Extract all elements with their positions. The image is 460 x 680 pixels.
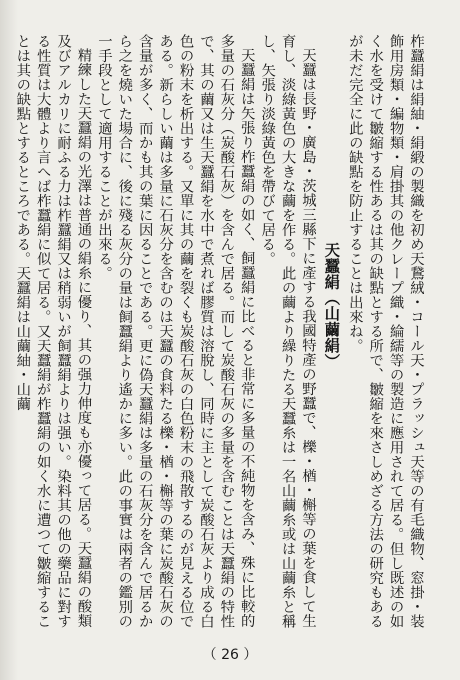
intro-paragraph: 柞蠶絹は絹紬・絹緞の製織を初め天鵞絨・コール天・プラッシュ天等の有毛織物、窓掛・装飾用房類・編物類・肩掛其の他クレープ織・綸繻等の製造に應用されて居る。但し既述の如く水を受けて皺縮する性あるは其の缺點とする所で、皺縮を來さしめざる方法の研究もあるが未だ完全に此の缺點を防止することは出來ね。 <box>346 34 424 629</box>
body-paragraph-3: 精練した天蠶絹の光澤は普通の絹糸に優り、其の强力伸度も亦優って居る。天蠶絹の酸類及びアルカリに耐ふる力は柞蠶絹又は稍弱いが飼蠶絹よりは强い。染料其の他の藥品に對する性質は大體より言へば柞蠶絹に似て居る。又天蠶絹が柞蠶絹の如く水に遭つて皺縮することは其の缺點とするところである。天蠶絹は山繭紬・山繭 <box>14 34 92 629</box>
section-heading: 天蠶絹（山繭絹） <box>322 242 341 370</box>
body-paragraph-2: 天蠶絹は矢張り柞蠶絹の如く、飼蠶絹に比べると非常に多量の不純物を含み、殊に比較的多量の石灰分（炭酸石灰）を含んで居る。而して炭酸石灰の多量を含むことは天蠶絹の特性で、其の繭又は生天蠶絹を水中で煮れば膠質は溶脫し、同時に主として炭酸石灰より成る白色の粉末を析出する。又單に其の繭を裂くも炭酸石灰の白色粉末の飛散するのが見える位である。新らしい繭は多量に石灰分を含むのは天蠶の食料たる櫟・楢・槲等の葉に炭酸石灰の含量が多く、而かも其の葉に因ることである。更に偽天蠶絹は多量の石灰分を含んで居るから之を燒いた場合に、後に殘る灰分の量は飼蠶絹より遙かに多い。此の事實は兩者の鑑別の一手段として適用することが出來る。 <box>95 34 255 629</box>
body-paragraph-1: 天蠶は長野・廣島・茨城三縣下に產する我國特產の野蠶で、櫟・楢・槲等の葉を食して生育し、淡綠黃色の大きな繭を作る。此の繭より繰りたる天蠶糸は一名山繭糸或は山繭糸と稱し、矢張り淡綠黃色を帶びて居る。 <box>259 34 316 629</box>
vertical-text-body <box>14 34 426 634</box>
page-number: （ 26 ） <box>202 647 258 663</box>
